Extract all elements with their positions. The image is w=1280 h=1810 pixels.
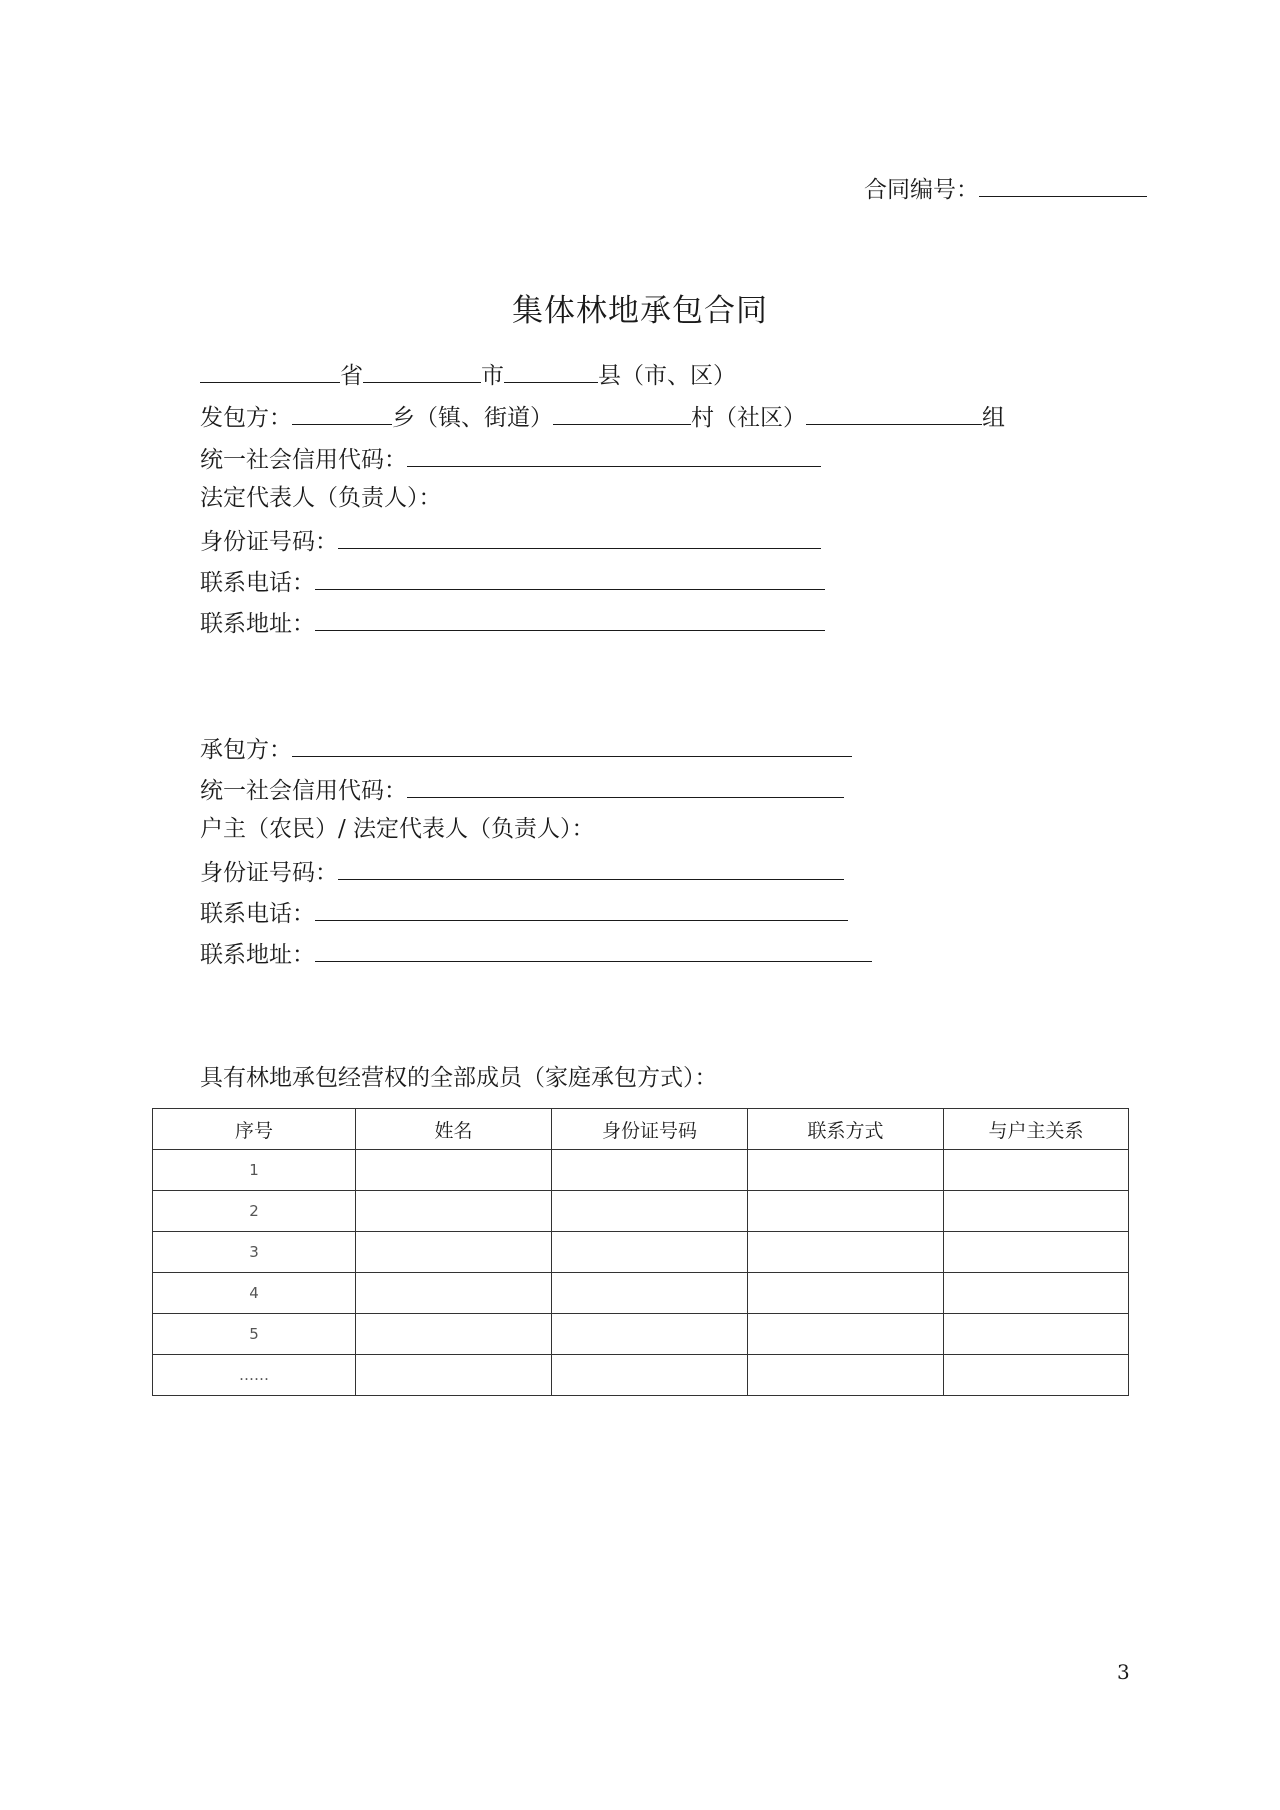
cell-id[interactable] bbox=[552, 1314, 748, 1355]
contract-number-label: 合同编号： bbox=[864, 177, 979, 203]
contractee-credit-code-label: 统一社会信用代码： bbox=[200, 778, 407, 804]
contract-number-blank[interactable] bbox=[979, 172, 1147, 197]
cell-relation[interactable] bbox=[944, 1150, 1129, 1191]
contractee-line bbox=[200, 732, 852, 762]
page-title: 集体林地承包合同 bbox=[512, 293, 768, 329]
cell-relation[interactable] bbox=[944, 1314, 1129, 1355]
cell-name[interactable] bbox=[356, 1314, 552, 1355]
province-blank[interactable] bbox=[200, 358, 340, 383]
contractor-label: 发包方： bbox=[200, 405, 292, 431]
cell-relation[interactable] bbox=[944, 1232, 1129, 1273]
row-index: 2 bbox=[153, 1191, 356, 1232]
contractor-id bbox=[200, 524, 821, 554]
cell-id[interactable] bbox=[552, 1232, 748, 1273]
table-row bbox=[153, 1232, 1129, 1273]
cell-id[interactable] bbox=[552, 1273, 748, 1314]
row-index: 1 bbox=[153, 1150, 356, 1191]
cell-id[interactable] bbox=[552, 1355, 748, 1396]
cell-contact[interactable] bbox=[748, 1273, 944, 1314]
members-section-title: 具有林地承包经营权的全部成员（家庭承包方式）： bbox=[200, 1065, 718, 1091]
row-index: 3 bbox=[153, 1232, 356, 1273]
cell-name[interactable] bbox=[356, 1150, 552, 1191]
row-index: 5 bbox=[153, 1314, 356, 1355]
cell-name[interactable] bbox=[356, 1191, 552, 1232]
cell-contact[interactable] bbox=[748, 1314, 944, 1355]
contractor-address bbox=[200, 606, 825, 636]
province-label: 省 bbox=[340, 363, 363, 389]
contractee-head-label: 户主（农民）/ 法定代表人（负责人）： bbox=[200, 816, 595, 842]
contractee-phone bbox=[200, 896, 848, 926]
township-label: 乡（镇、街道） bbox=[392, 405, 553, 431]
table-row bbox=[153, 1314, 1129, 1355]
table-row bbox=[153, 1150, 1129, 1191]
contractee-phone-label: 联系电话： bbox=[200, 901, 315, 927]
col-header-id: 身份证号码 bbox=[552, 1109, 748, 1150]
contractor-address-blank[interactable] bbox=[315, 606, 825, 631]
cell-id[interactable] bbox=[552, 1150, 748, 1191]
contractor-address-label: 联系地址： bbox=[200, 611, 315, 637]
contractor-line bbox=[200, 400, 1005, 430]
city-label: 市 bbox=[481, 363, 504, 389]
table-row bbox=[153, 1273, 1129, 1314]
contractor-credit-code-blank[interactable] bbox=[407, 442, 821, 467]
members-table bbox=[152, 1108, 1129, 1396]
contractor-id-blank[interactable] bbox=[338, 524, 821, 549]
contractor-legal-rep bbox=[200, 483, 442, 513]
contractee-address-label: 联系地址： bbox=[200, 942, 315, 968]
row-index: 4 bbox=[153, 1273, 356, 1314]
region-line bbox=[200, 358, 736, 388]
contractee-label: 承包方： bbox=[200, 737, 292, 763]
col-header-name: 姓名 bbox=[356, 1109, 552, 1150]
cell-name[interactable] bbox=[356, 1232, 552, 1273]
contractor-credit-code-label: 统一社会信用代码： bbox=[200, 447, 407, 473]
contractee-id-label: 身份证号码： bbox=[200, 860, 338, 886]
col-header-relation: 与户主关系 bbox=[944, 1109, 1129, 1150]
contractee-head bbox=[200, 814, 595, 844]
cell-name[interactable] bbox=[356, 1355, 552, 1396]
contractee-id bbox=[200, 855, 844, 885]
cell-name[interactable] bbox=[356, 1273, 552, 1314]
contractor-credit-code bbox=[200, 442, 821, 472]
village-blank[interactable] bbox=[553, 400, 691, 425]
township-blank[interactable] bbox=[292, 400, 392, 425]
contractee-address-blank[interactable] bbox=[315, 937, 872, 962]
contractor-phone-label: 联系电话： bbox=[200, 570, 315, 596]
village-label: 村（社区） bbox=[691, 405, 806, 431]
contractee-id-blank[interactable] bbox=[338, 855, 844, 880]
table-row bbox=[153, 1355, 1129, 1396]
contractor-phone bbox=[200, 565, 825, 595]
county-blank[interactable] bbox=[504, 358, 598, 383]
cell-contact[interactable] bbox=[748, 1355, 944, 1396]
cell-relation[interactable] bbox=[944, 1355, 1129, 1396]
cell-contact[interactable] bbox=[748, 1191, 944, 1232]
cell-contact[interactable] bbox=[748, 1150, 944, 1191]
cell-id[interactable] bbox=[552, 1191, 748, 1232]
contractor-legal-rep-label: 法定代表人（负责人）： bbox=[200, 485, 442, 511]
county-label: 县（市、区） bbox=[598, 363, 736, 389]
row-index: …… bbox=[153, 1355, 356, 1396]
contract-number-field bbox=[864, 172, 1147, 205]
contractor-phone-blank[interactable] bbox=[315, 565, 825, 590]
cell-relation[interactable] bbox=[944, 1191, 1129, 1232]
cell-relation[interactable] bbox=[944, 1273, 1129, 1314]
cell-contact[interactable] bbox=[748, 1232, 944, 1273]
group-label: 组 bbox=[982, 405, 1005, 431]
contractee-blank[interactable] bbox=[292, 732, 852, 757]
contractee-credit-code-blank[interactable] bbox=[407, 773, 844, 798]
contractee-phone-blank[interactable] bbox=[315, 896, 848, 921]
contractor-id-label: 身份证号码： bbox=[200, 529, 338, 555]
group-blank[interactable] bbox=[806, 400, 982, 425]
contractee-credit-code bbox=[200, 773, 844, 803]
city-blank[interactable] bbox=[363, 358, 481, 383]
page-number: 3 bbox=[1117, 1660, 1130, 1684]
col-header-contact: 联系方式 bbox=[748, 1109, 944, 1150]
members-table-header bbox=[153, 1109, 1129, 1150]
table-row bbox=[153, 1191, 1129, 1232]
contractee-address bbox=[200, 937, 872, 967]
col-header-index: 序号 bbox=[153, 1109, 356, 1150]
